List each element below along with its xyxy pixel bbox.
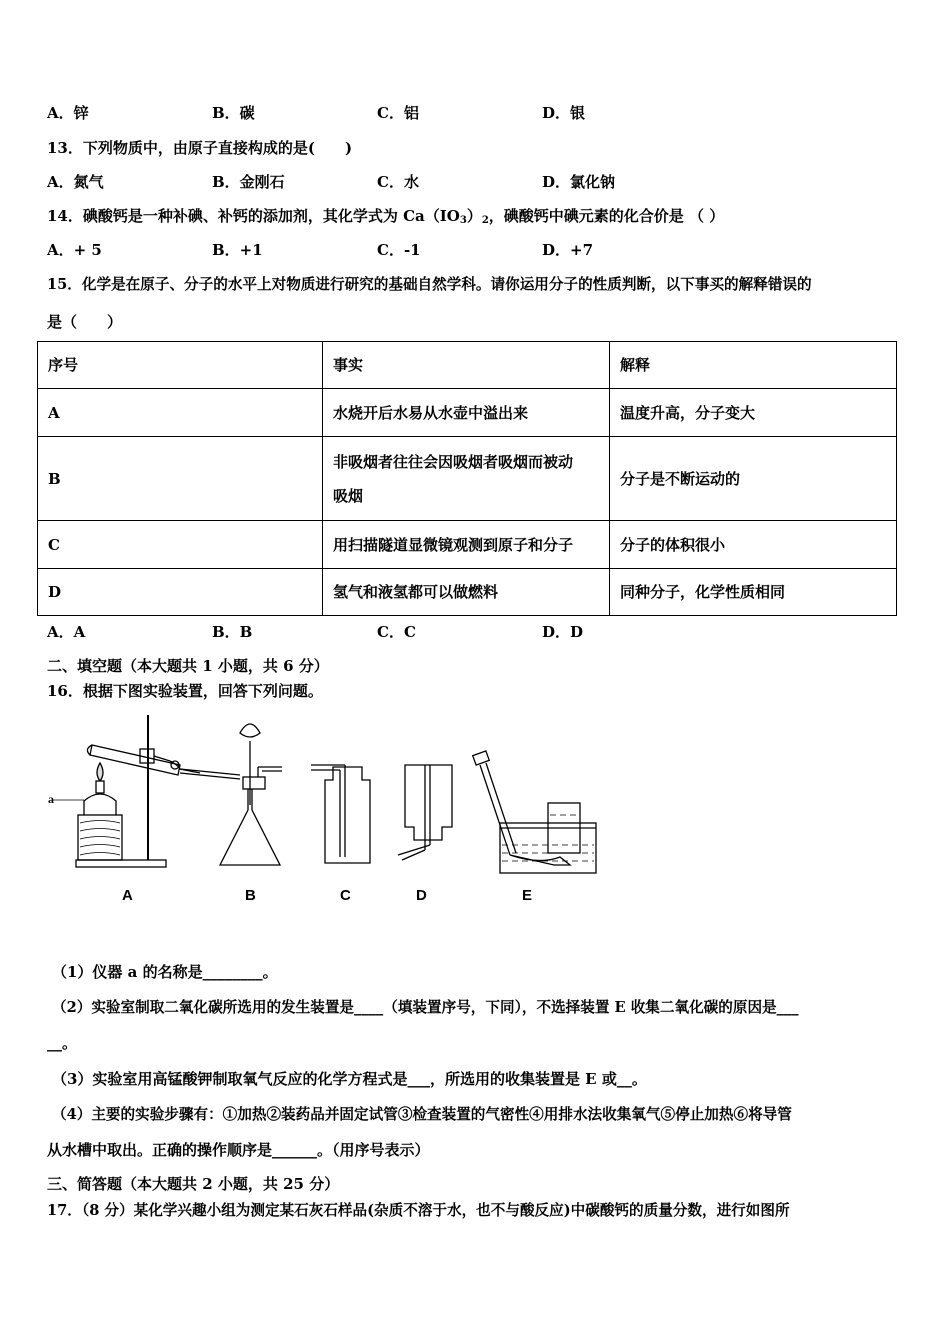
row-explain: 分子的体积很小	[610, 521, 897, 569]
q15-option-b[interactable]: B．B	[212, 623, 253, 641]
q14-stem-post: ，碘酸钙中碘元素的化合价是 （ ）	[488, 207, 725, 225]
q14-sub2: 2	[481, 215, 489, 226]
q16-stem: 16．根据下图实验装置，回答下列问题。	[47, 682, 323, 700]
q14-sub3: 3	[459, 215, 467, 226]
figure-label-a: A	[122, 887, 133, 904]
q16-part3: （3）实验室用高锰酸钾制取氧气反应的化学方程式是___，所选用的收集装置是 E 或__。	[52, 1070, 647, 1088]
table-row	[38, 437, 897, 521]
table-row	[38, 569, 897, 616]
apparatus-e	[473, 751, 596, 873]
figure-label-b: B	[245, 887, 256, 904]
row-id: C	[38, 521, 323, 569]
row-id: A	[38, 389, 323, 437]
q15-options	[47, 621, 747, 643]
q14-option-a[interactable]: A．+ 5	[47, 241, 102, 259]
q12-options	[47, 102, 747, 124]
q16-part4-line2: 从水槽中取出。正确的操作顺序是______。（用序号表示）	[47, 1141, 430, 1159]
row-fact: 水烧开后水易从水壶中溢出来	[323, 389, 610, 437]
q12-option-c[interactable]: C．铝	[377, 104, 419, 122]
q16-part2-line1: （2）实验室制取二氧化碳所选用的发生装置是____（填装置序号，下同），不选择装置 E 收集二氧化碳的原因是___	[52, 999, 799, 1016]
q15-stem-line2: 是（ ）	[47, 313, 123, 331]
q16-part4-line1: （4）主要的实验步骤有：①加热②装药品并固定试管③检查装置的气密性④用排水法收集氧气⑤停止加热⑥将导管	[52, 1106, 792, 1123]
table-row	[38, 521, 897, 569]
row-explain: 同种分子，化学性质相同	[610, 569, 897, 616]
q13-option-c[interactable]: C．水	[377, 173, 419, 191]
header-id: 序号	[38, 342, 323, 389]
row-fact: 用扫描隧道显微镜观测到原子和分子	[323, 521, 610, 569]
q13-options	[47, 171, 747, 193]
row-explain: 分子是不断运动的	[610, 437, 897, 521]
q15-stem-line1: 15．化学是在原子、分子的水平上对物质进行研究的基础自然学科。请你运用分子的性质判断，以下事买的解释错误的	[47, 276, 812, 293]
table-row	[38, 389, 897, 437]
q14-stem	[47, 205, 724, 226]
q15-option-a[interactable]: A．A	[47, 623, 86, 641]
row-fact-line1: 非吸烟者往往会因吸烟者吸烟而被动	[333, 452, 574, 471]
apparatus-b	[220, 724, 282, 865]
apparatus-figure	[40, 705, 610, 905]
apparatus-c	[311, 765, 370, 863]
q16-part1: （1）仪器 a 的名称是________。	[52, 963, 278, 981]
q16-part2-line2: __。	[47, 1034, 78, 1052]
q13-option-a[interactable]: A．氮气	[47, 173, 104, 191]
section3-title: 三、简答题（本大题共 2 小题，共 25 分）	[47, 1175, 340, 1193]
q12-option-a[interactable]: A．锌	[47, 104, 89, 122]
q14-option-c[interactable]: C．-1	[377, 241, 421, 259]
q14-option-b[interactable]: B．+1	[212, 241, 263, 259]
q17-stem: 17．（8 分）某化学兴趣小组为测定某石灰石样品(杂质不溶于水，也不与酸反应)中碳酸钙的质量分数，进行如图所	[47, 1202, 790, 1219]
q14-stem-pre: 14．碘酸钙是一种补碘、补钙的添加剂，其化学式为 Ca（IO	[47, 207, 460, 225]
q15-option-d[interactable]: D．D	[542, 623, 584, 641]
q14-rparen: ）	[466, 207, 482, 225]
q13-option-d[interactable]: D．氯化钠	[542, 173, 616, 191]
row-id: D	[38, 569, 323, 616]
q15-option-c[interactable]: C．C	[377, 623, 416, 641]
row-explain: 温度升高，分子变大	[610, 389, 897, 437]
header-explain: 解释	[610, 342, 897, 389]
q14-option-d[interactable]: D．+7	[542, 241, 594, 259]
row-fact: 氢气和液氢都可以做燃料	[323, 569, 610, 616]
q14-options	[47, 239, 747, 261]
apparatus-a	[48, 715, 240, 867]
q12-option-d[interactable]: D．银	[542, 104, 586, 122]
section2-title: 二、填空题（本大题共 1 小题，共 6 分）	[47, 657, 329, 675]
q15-table	[37, 341, 897, 616]
label-a: a	[48, 792, 54, 806]
table-header-row	[38, 342, 897, 389]
figure-label-c: C	[340, 887, 351, 904]
q13-stem: 13．下列物质中，由原子直接构成的是( )	[47, 139, 353, 157]
row-id: B	[38, 437, 323, 521]
apparatus-d	[398, 765, 452, 860]
q13-option-b[interactable]: B．金刚石	[212, 173, 285, 191]
q12-option-b[interactable]: B．碳	[212, 104, 255, 122]
header-fact: 事实	[323, 342, 610, 389]
figure-label-e: E	[522, 887, 533, 904]
row-fact	[323, 437, 610, 521]
figure-label-d: D	[416, 887, 427, 904]
row-fact-line2: 吸烟	[333, 486, 364, 505]
